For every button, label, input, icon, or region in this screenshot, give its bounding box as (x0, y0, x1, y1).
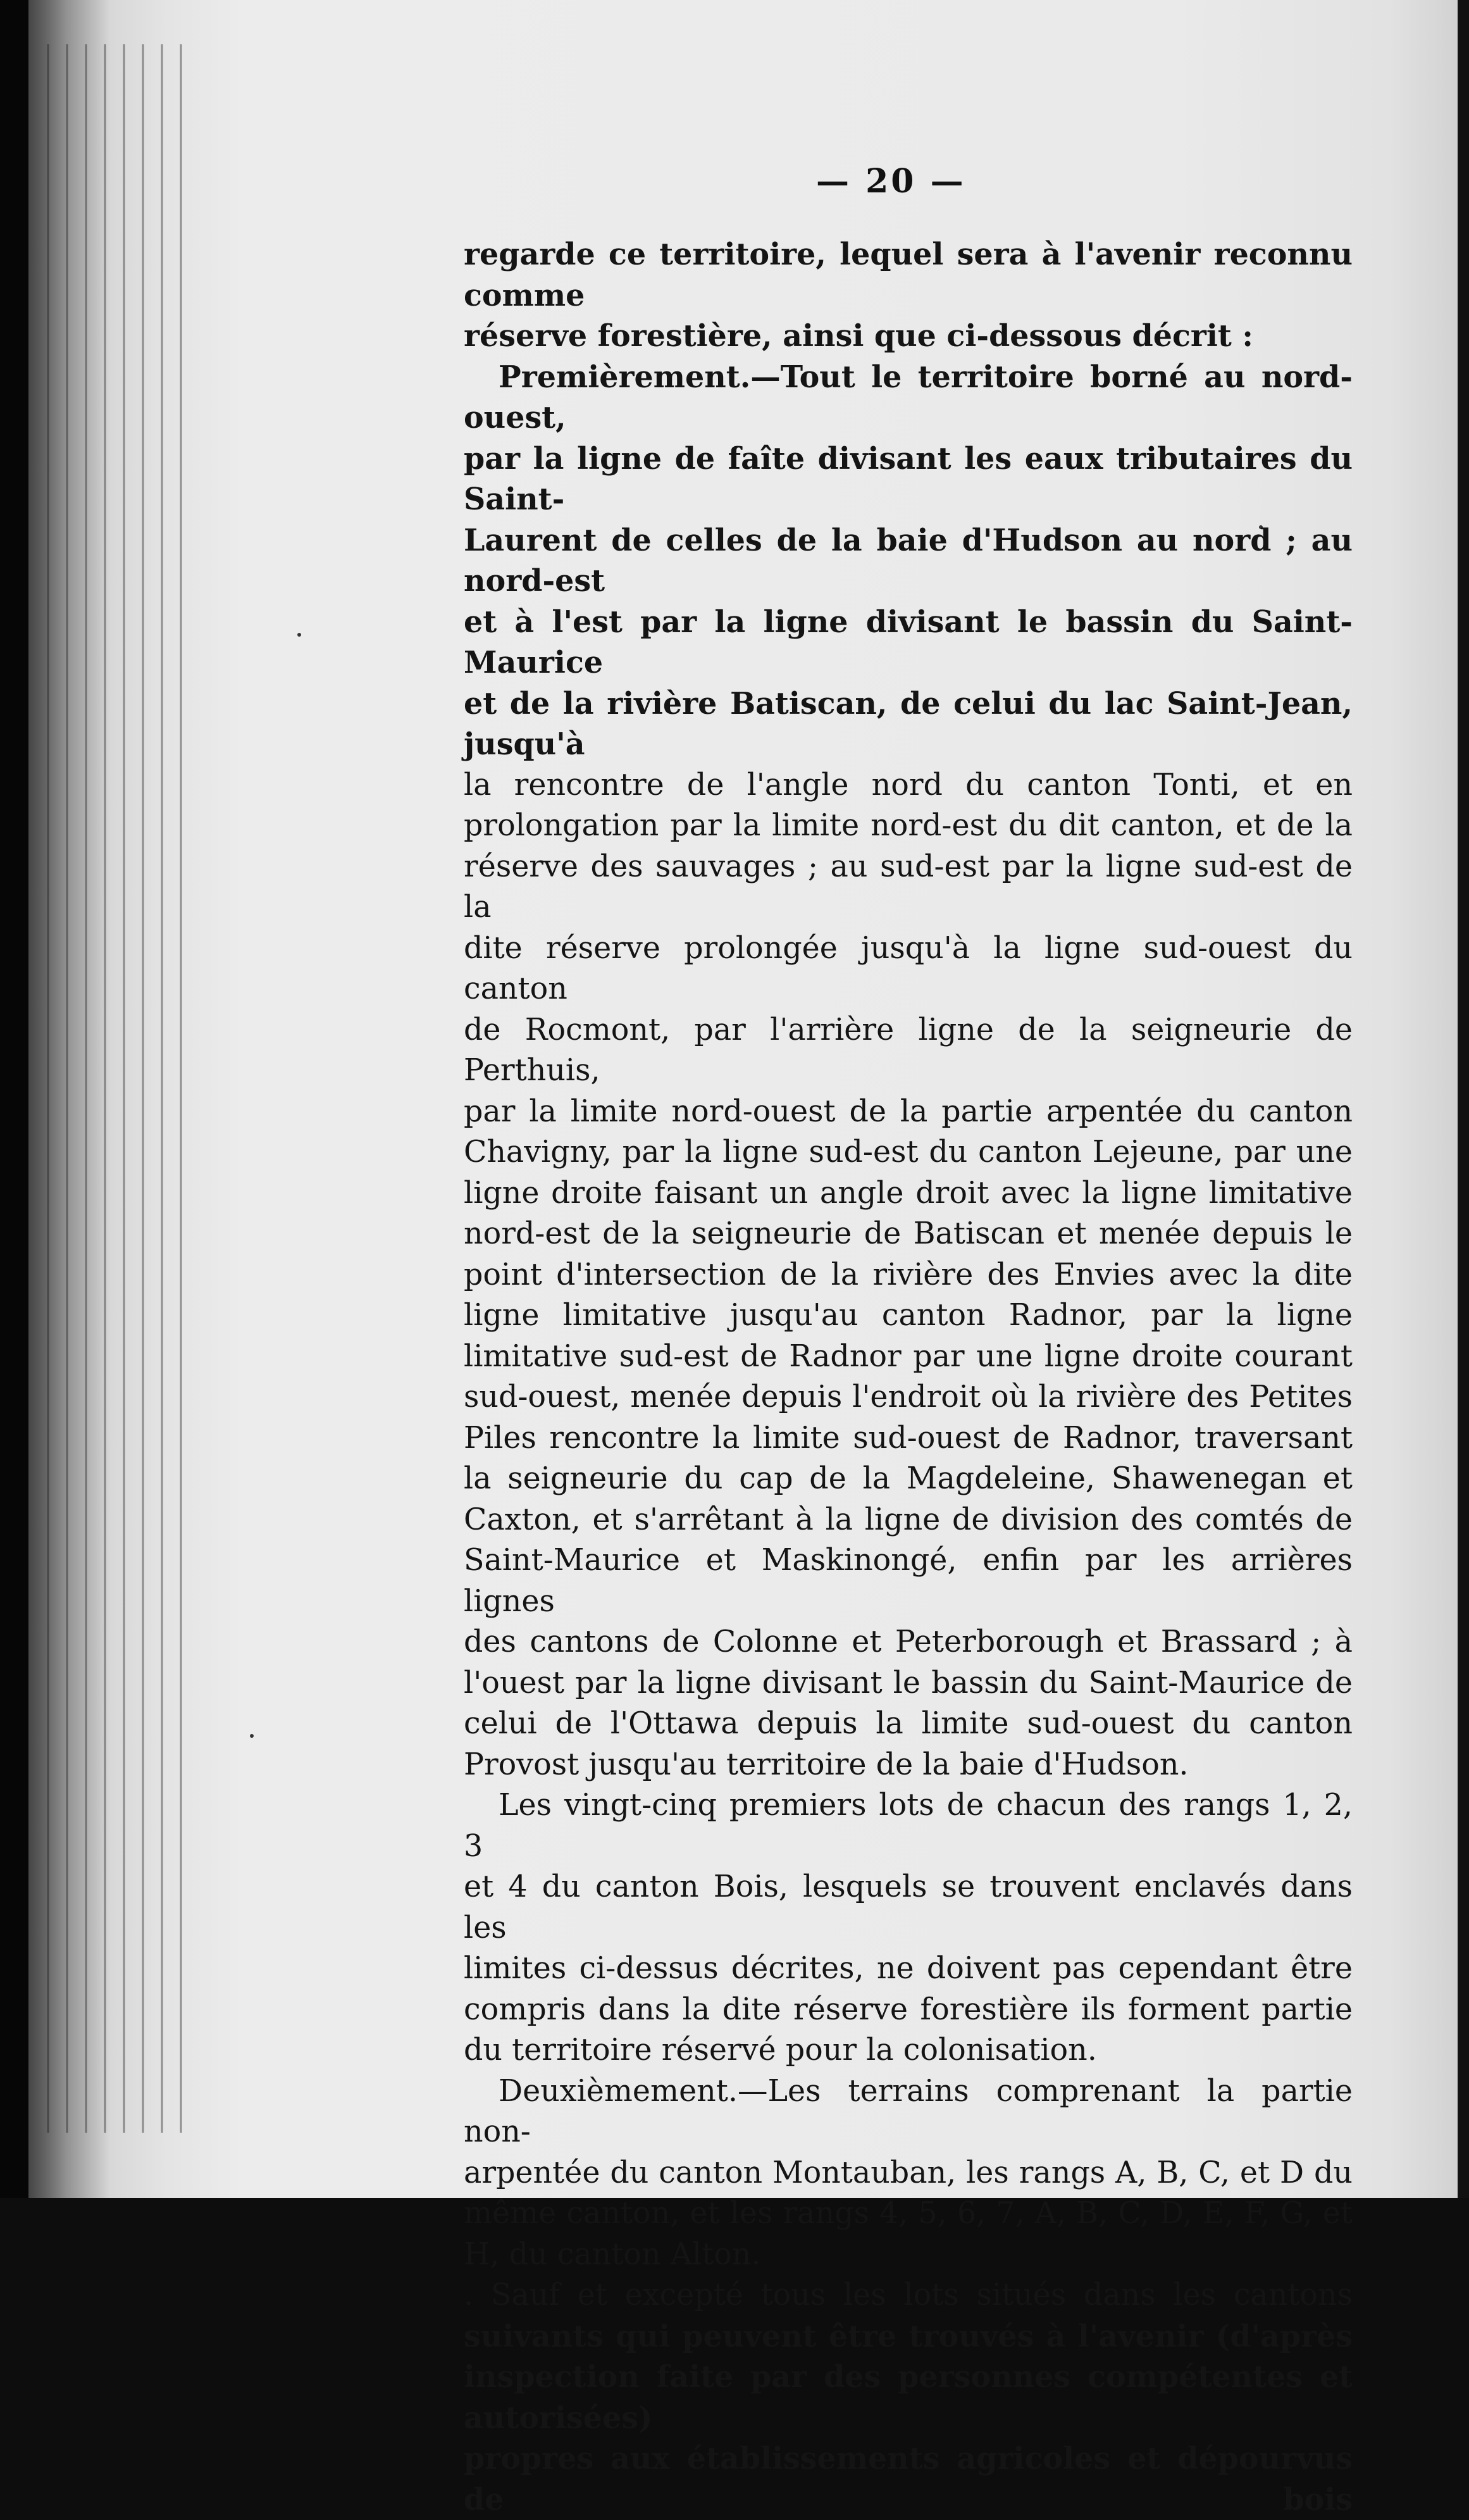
text-line: la rencontre de l'angle nord du canton Tonti, et en (464, 767, 1353, 802)
text-line: regarde ce territoire, lequel sera à l'avenir reconnu comme (464, 237, 1353, 313)
text-line: Caxton, et s'arrêtant à la ligne de division des comtés de (464, 1502, 1353, 1537)
page-number: — 20 — (816, 162, 966, 201)
right-scan-edge (1458, 0, 1469, 2198)
text-line: réserve forestière, ainsi que ci-dessous décrit : (464, 318, 1253, 354)
text-line: Saint-Maurice et Maskinongé, enfin par les arrières lignes (464, 1543, 1353, 1619)
text-line: limites ci-dessus décrites, ne doivent pas cependant être (464, 1951, 1353, 1986)
text-line: et de la rivière Batiscan, de celui du lac Saint-Jean, jusqu'à (464, 685, 1353, 762)
speck (297, 633, 301, 637)
text-line: même canton, et les rangs 4, 5, 6, 7, A, B, C, D, E, F, G, et (464, 2196, 1353, 2231)
text-line: par la limite nord-ouest de la partie arpentée du canton (464, 1094, 1353, 1129)
text-line: la seigneurie du cap de la Magdeleine, Shawenegan et (464, 1461, 1353, 1496)
text-line: Piles rencontre la limite sud-ouest de Radnor, traversant (464, 1420, 1353, 1456)
page-edges (38, 44, 196, 2133)
text-line: et à l'est par la ligne divisant le bassin du Saint-Maurice (464, 604, 1353, 680)
text-line: par la ligne de faîte divisant les eaux tributaires du Saint- (464, 440, 1353, 517)
text-line: prolongation par la limite nord-est du dit canton, et de la (464, 808, 1353, 843)
text-line: H, du canton Alton. (464, 2236, 761, 2272)
text-line: et 4 du canton Bois, lesquels se trouvent enclavés dans les (464, 1869, 1353, 1945)
text-line: l'ouest par la ligne divisant le bassin du Saint-Maurice de (464, 1665, 1353, 1700)
text-line: . Sauf et excepté tous les lots situés dans les cantons (464, 2278, 1353, 2312)
text-line: Premièrement.—Tout le territoire borné au nord-ouest, (464, 359, 1353, 435)
text-line: limitative sud-est de Radnor par une ligne droite courant (464, 1338, 1353, 1374)
text-line: Laurent de celles de la baie d'Hudson au nord ; au nord-est (464, 522, 1353, 599)
body-text (464, 234, 1353, 2520)
text-line: nord-est de la seigneurie de Batiscan et menée depuis le (464, 1216, 1353, 1251)
text-line: Chavigny, par la ligne sud-est du canton Lejeune, par une (464, 1135, 1353, 1170)
text-line: Provost jusqu'au territoire de la baie d'Hudson. (464, 1747, 1189, 1782)
text-line: compris dans la dite réserve forestière ils forment partie (464, 1992, 1353, 2027)
text-line: Les vingt-cinq premiers lots de chacun des rangs 1, 2, 3 (464, 1788, 1353, 1864)
text-line: inspection faite par des personnes compétentes et autorisées) (464, 2359, 1353, 2436)
text-line: suivants qui peuvent être trouvés à l'avenir (d'après (464, 2318, 1353, 2354)
text-line: Deuxièmement.—Les terrains comprenant la partie non- (464, 2073, 1353, 2149)
text-line: celui de l'Ottawa depuis la limite sud-ouest du canton (464, 1706, 1353, 1741)
speck (250, 1734, 254, 1738)
text-line: du territoire réservé pour la colonisation. (464, 2033, 1097, 2068)
text-line: sud-ouest, menée depuis l'endroit où la rivière des Petites (464, 1380, 1353, 1414)
text-line: réserve des sauvages ; au sud-est par la ligne sud-est de la (464, 849, 1353, 925)
text-line: des cantons de Colonne et Peterborough et Brassard ; à (464, 1625, 1353, 1659)
text-line: de Rocmont, par l'arrière ligne de la seigneurie de Perthuis, (464, 1012, 1353, 1088)
text-line: ligne limitative jusqu'au canton Radnor, par la ligne (464, 1298, 1353, 1333)
text-line: propres aux établissements agricoles et dépourvus de bois (464, 2441, 1353, 2517)
text-line: ligne droite faisant un angle droit avec la ligne limitative (464, 1175, 1353, 1211)
text-line: dite réserve prolongée jusqu'à la ligne sud-ouest du canton (464, 930, 1353, 1006)
text-line: point d'intersection de la rivière des Envies avec la dite (464, 1257, 1353, 1292)
text-line: arpentée du canton Montauban, les rangs A, B, C, et D du (464, 2155, 1353, 2190)
